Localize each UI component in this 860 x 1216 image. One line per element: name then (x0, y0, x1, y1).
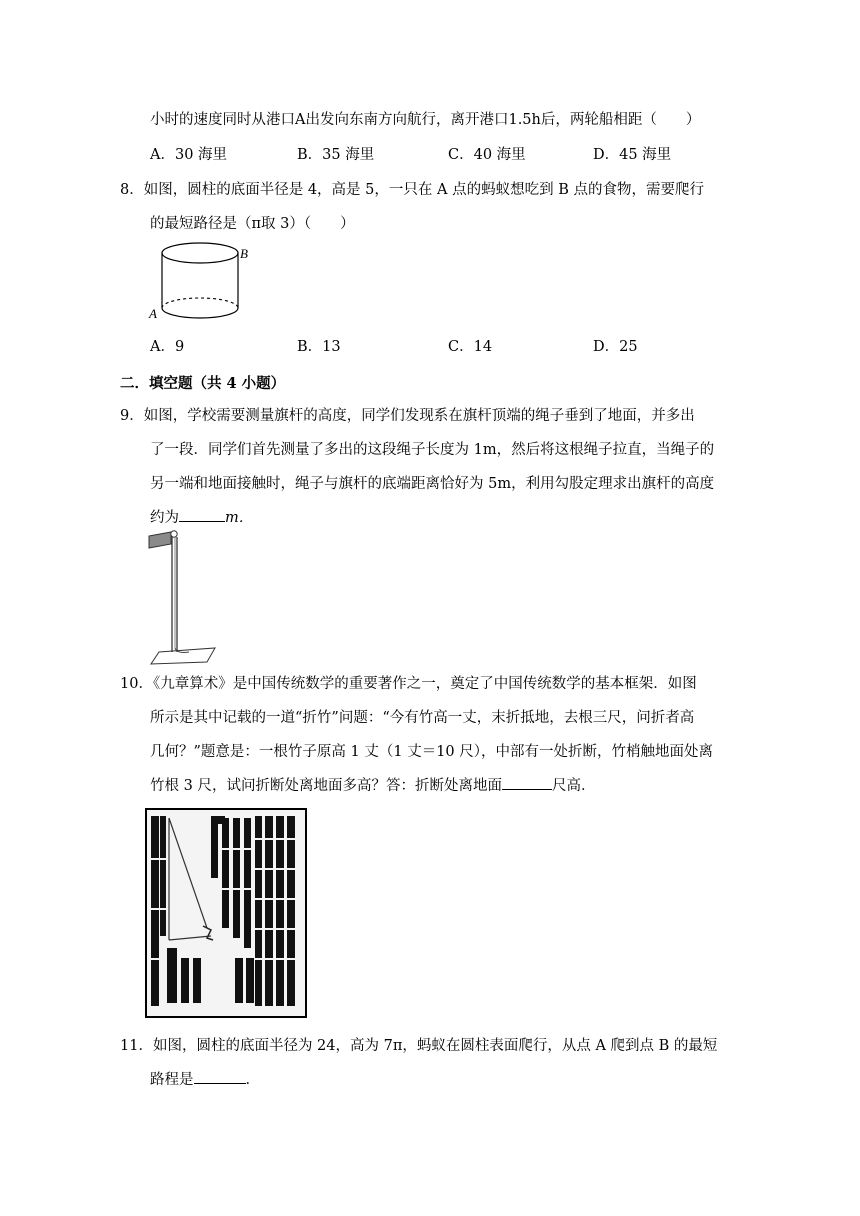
q8-option-c: C．14 (448, 339, 493, 355)
q7-option-b: B．35 海里 (297, 147, 375, 163)
q11-answer-blank[interactable] (194, 1083, 246, 1084)
q10-text-line3: 几何？”题意是：一根竹子原高 1 丈（1 丈＝10 尺），中部有一处折断，竹梢触地面处离 (150, 744, 713, 760)
q9-text-line2: 了一段．同学们首先测量了多出的这段绳子长度为 1m，然后将这根绳子拉直，当绳子的 (150, 442, 715, 458)
q11-line2-prefix: 路程是 (150, 1072, 194, 1088)
q9-line4-prefix: 约为 (150, 510, 179, 526)
q10-text-line1: 10．《九章算术》是中国传统数学的重要著作之一，奠定了中国传统数学的基本框架．如图 (120, 676, 697, 692)
q11-line2-suffix: ． (245, 1072, 260, 1088)
q8-text-line2: 的最短路径是（π取 3）（ ） (150, 216, 355, 232)
q11-text-line1: 11．如图，圆柱的底面半径为 24，高为 7π，蚂蚁在圆柱表面爬行，从点 A 爬到点 B 的最短 (120, 1038, 718, 1054)
q10-line4-suffix: 尺高． (551, 778, 596, 794)
cylinder-label-b: B (240, 246, 248, 261)
q11-text-line2 (150, 1070, 260, 1090)
flagpole-figure (145, 528, 225, 666)
q8-option-b: B．13 (297, 339, 341, 355)
q8-option-d: D．25 (593, 339, 638, 355)
q10-text-line4 (150, 776, 595, 796)
q7-text-continuation: 小时的速度同时从港口A出发向东南方向航行，离开港口1.5h后，两轮船相距（ ） (150, 112, 701, 128)
q10-line4-prefix: 竹根 3 尺，试问折断处离地面多高？答：折断处离地面 (150, 778, 502, 794)
cylinder-label-a: A (149, 306, 157, 321)
q10-answer-blank[interactable] (502, 789, 552, 790)
q7-option-c: C．40 海里 (448, 147, 526, 163)
cylinder-figure (145, 238, 255, 328)
q9-text-line3: 另一端和地面接触时，绳子与旗杆的底端距离恰好为 5m，利用勾股定理求出旗杆的高度 (150, 476, 715, 492)
q8-option-a: A．9 (150, 339, 185, 355)
ancient-book-image (145, 808, 307, 1018)
q9-line4-suffix: m． (225, 510, 254, 526)
q9-text-line1: 9．如图，学校需要测量旗杆的高度，同学们发现系在旗杆顶端的绳子垂到了地面，并多出 (120, 408, 695, 424)
section-title: 二．填空题（共 4 小题） (120, 375, 286, 392)
q7-option-d: D．45 海里 (593, 147, 672, 163)
q9-answer-blank[interactable] (179, 521, 225, 522)
q9-text-line4 (150, 508, 253, 528)
q8-text-line1: 8．如图，圆柱的底面半径是 4，高是 5，一只在 A 点的蚂蚁想吃到 B 点的食物，需要爬行 (120, 182, 704, 198)
q10-text-line2: 所示是其中记载的一道“折竹”问题：“今有竹高一丈，末折抵地，去根三尺，问折者高 (150, 710, 695, 726)
q7-option-a: A．30 海里 (150, 147, 228, 163)
